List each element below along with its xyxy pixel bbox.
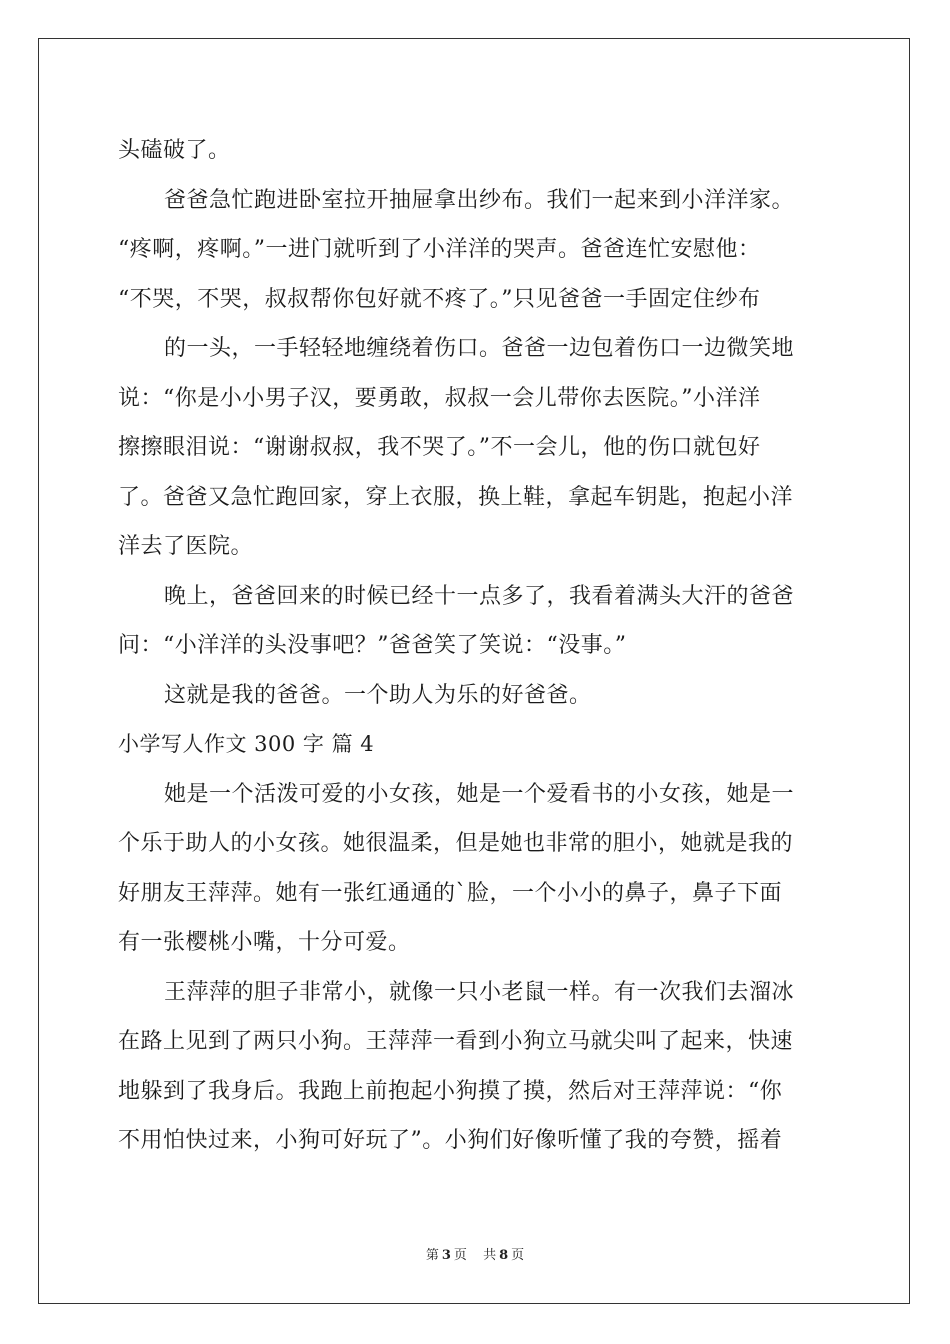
text-line: 好朋友王萍萍。她有一张红通通的`脸，一个小小的鼻子，鼻子下面 — [118, 880, 783, 906]
section-heading: 小学写人作文 300 字 篇 4 — [118, 732, 375, 756]
total-pages: 8 — [499, 1248, 509, 1263]
text-line: 地躲到了我身后。我跑上前抱起小狗摸了摸，然后对王萍萍说：“你 — [118, 1078, 783, 1104]
text-line: 爸爸急忙跑进卧室拉开抽屉拿出纱布。我们一起来到小洋洋家。 — [164, 187, 795, 213]
current-page: 3 — [441, 1248, 451, 1263]
text-line: 这就是我的爸爸。一个助人为乐的好爸爸。 — [164, 682, 592, 708]
text-line: 晚上，爸爸回来的时候已经十一点多了，我看着满头大汗的爸爸 — [164, 583, 795, 609]
text-line: 个乐于助人的小女孩。她很温柔，但是她也非常的胆小，她就是我的 — [118, 831, 794, 856]
text-line: 洋去了医院。 — [118, 534, 254, 559]
text-line: 问：“小洋洋的头没事吧？”爸爸笑了笑说：“没事。” — [118, 633, 627, 658]
text-line: 说：“你是小小男子汉，要勇敢，叔叔一会儿带你去医院。”小洋洋 — [118, 385, 761, 411]
text-line: 有一张樱桃小嘴，十分可爱。 — [118, 930, 411, 955]
page-number — [423, 1248, 470, 1263]
page-footer — [0, 1244, 950, 1263]
text-line: 她是一个活泼可爱的小女孩，她是一个爱看书的小女孩，她是一 — [164, 781, 795, 807]
text-line: 的一头，一手轻轻地缠绕着伤口。爸爸一边包着伤口一边微笑地 — [164, 336, 795, 361]
text-line: 头磕破了。 — [118, 138, 231, 163]
text-line: 擦擦眼泪说：“谢谢叔叔，我不哭了。”不一会儿，他的伤口就包好 — [118, 435, 761, 460]
page-total — [480, 1248, 527, 1263]
text-line: “疼啊，疼啊。”一进门就听到了小洋洋的哭声。爸爸连忙安慰他： — [118, 237, 761, 262]
document-body — [118, 126, 832, 1166]
text-line: 王萍萍的胆子非常小，就像一只小老鼠一样。有一次我们去溜冰 — [164, 979, 795, 1005]
page-suffix: 页 — [453, 1248, 467, 1263]
total-prefix: 共 — [483, 1248, 497, 1263]
text-line: 在路上见到了两只小狗。王萍萍一看到小狗立马就尖叫了起来，快速 — [118, 1029, 794, 1054]
page-prefix: 第 — [425, 1248, 439, 1263]
text-line: “不哭，不哭，叔叔帮你包好就不疼了。”只见爸爸一手固定住纱布 — [118, 286, 761, 312]
total-suffix: 页 — [511, 1248, 525, 1263]
text-line: 不用怕快过来，小狗可好玩了”。小狗们好像听懂了我的夸赞，摇着 — [118, 1128, 783, 1153]
text-line: 了。爸爸又急忙跑回家，穿上衣服，换上鞋，拿起车钥匙，抱起小洋 — [118, 484, 794, 510]
